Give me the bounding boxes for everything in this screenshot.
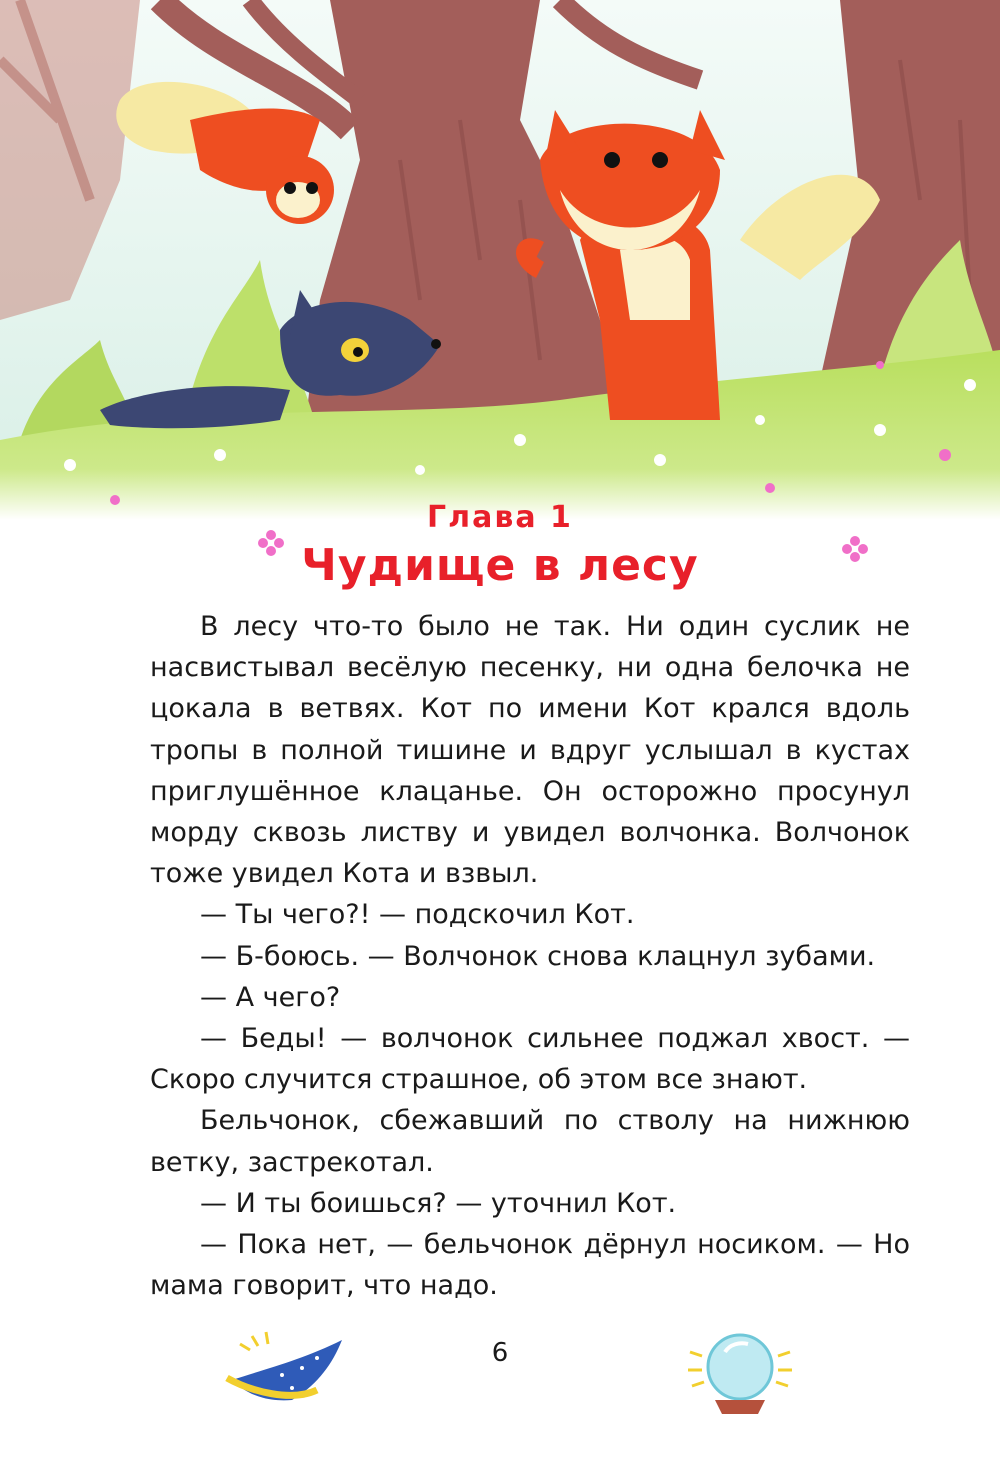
paragraph: В лесу что-то было не так. Ни один суслик не насвистывал весёлую песенку, ни одна белочка не цокала в ветвях. Кот по имени Кот крался вдоль тропы в полной тишине и вдруг услышал в кустах приглушённое клацанье. Он осторожно просунул морду сквозь листву и увидел волчонка. Волчонок тоже увидел Кота и взвыл. xyxy=(150,611,910,890)
paragraph: — Беды! — волчонок сильнее поджал хвост. — Скоро случится страшное, об этом все знают. xyxy=(150,1023,910,1096)
paragraph: — Пока нет, — бельчонок дёрнул носиком. — Но мама говорит, что надо. xyxy=(150,1229,910,1302)
chapter-heading xyxy=(0,498,1000,594)
paragraph: — Б-боюсь. — Волчонок снова клацнул зубами. xyxy=(200,940,876,972)
paragraph: — Ты чего?! — подскочил Кот. xyxy=(200,899,635,931)
paragraph: — И ты боишься? — уточнил Кот. xyxy=(200,1187,677,1219)
paragraph: — А чего? xyxy=(200,981,341,1013)
chapter-number: Глава 1 xyxy=(427,500,573,535)
forest-illustration xyxy=(0,0,1000,520)
crystal-ball-icon xyxy=(670,1322,810,1422)
page-number: 6 xyxy=(491,1338,509,1368)
body-text xyxy=(150,606,910,1306)
paragraph: Бельчонок, сбежавший по стволу на нижнюю ветку, застрекотал. xyxy=(150,1105,910,1178)
chapter-title: Чудище в лесу xyxy=(301,540,699,591)
